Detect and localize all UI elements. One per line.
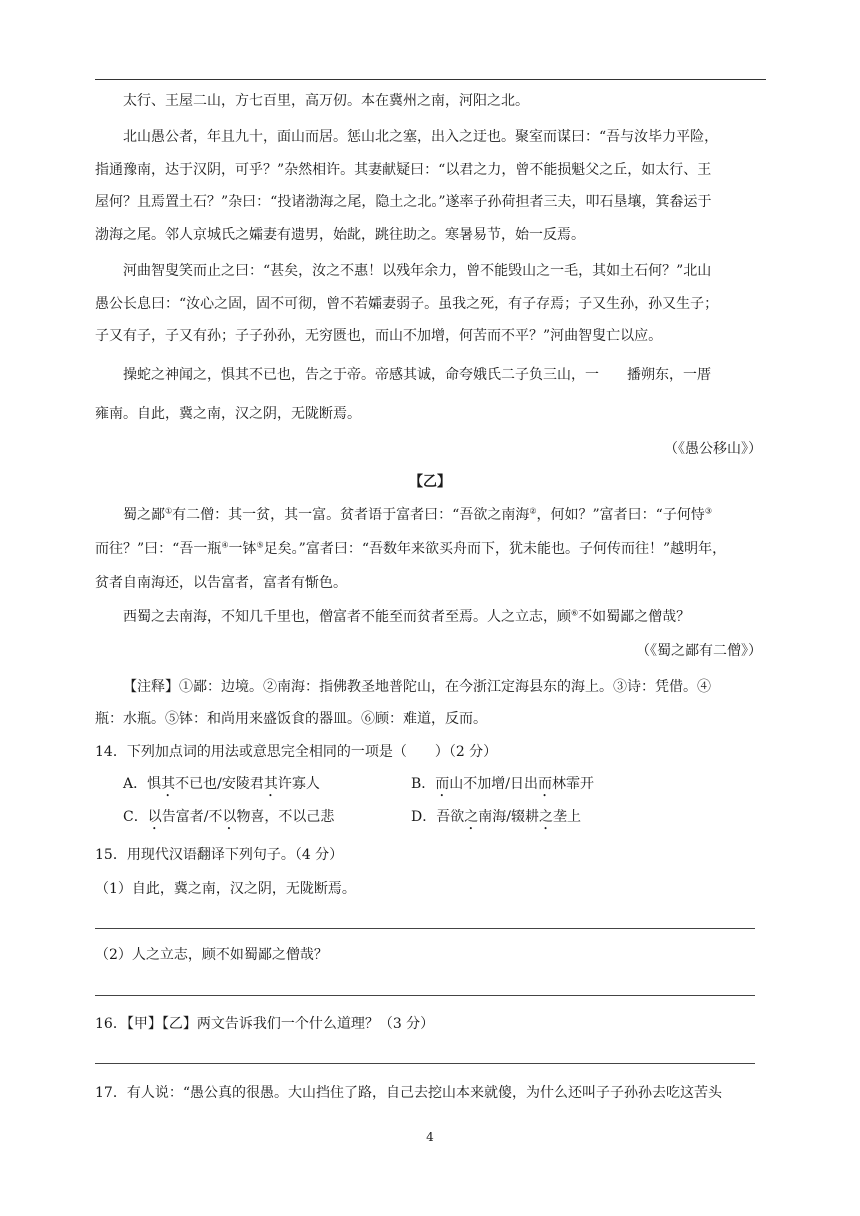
question-15-1: （1）自此，冀之南，汉之阴，无陇断焉。: [95, 881, 356, 897]
yi-text: 一钵: [228, 541, 257, 557]
jia-p4-part-b: 播朔东，一厝: [627, 367, 711, 383]
jia-paragraph-4-line-1: [123, 365, 711, 385]
yi-text: 不如蜀鄙之僧哉？: [578, 609, 691, 625]
yi-text: ，何如？”富者曰：“子何恃: [536, 507, 705, 523]
yi-text: 西蜀之去南海，不知几千里也，僧富者不能至而贫者至焉。人之立志，顾: [123, 609, 571, 625]
question-16: 16．【甲】【乙】两文告诉我们一个什么道理？（3 分）: [95, 1016, 435, 1032]
option-text: 物喜，不以己悲: [236, 809, 335, 825]
jia-paragraph-2-line-1: 北山愚公者，年且九十，面山而居。惩山北之塞，出入之迂也。聚室而谋曰：“吾与汝毕力平险，: [123, 129, 719, 145]
option-text: B．: [411, 776, 436, 792]
question-15: 15．用现代汉语翻译下列句子。（4 分）: [95, 847, 344, 863]
option-text: 许寡人: [277, 776, 320, 792]
question-17: 17．有人说：“愚公真的很愚。大山挡住了路，自己去挖山本来就傻，为什么还叫子子孙孙去吃这苦头: [95, 1085, 722, 1101]
yi-heading: 【乙】: [409, 474, 451, 490]
note-marker: ③: [704, 506, 712, 516]
option-text: 林霏开: [552, 776, 595, 792]
option-text: 不已也/安陵君: [175, 776, 264, 792]
yi-source: （《蜀之鄙有二僧》）: [636, 643, 762, 659]
notes-line-1: 【注释】①鄙：边境。②南海：指佛教圣地普陀山，在今浙江定海县东的海上。③诗：凭借。④: [123, 679, 711, 695]
jia-paragraph-2-line-2: 指通豫南，达于汉阴，可乎？”杂然相许。其妻献疑曰：“以君之力，曾不能损魁父之丘，如太行、王: [95, 162, 712, 178]
yi-text: 足矣。”富者曰：“吾数年来欲买舟而下，犹未能也。子何传而往！”越明年，: [263, 541, 727, 557]
question-14: 14．下列加点词的用法或意思完全相同的一项是（ ）（2 分）: [95, 744, 498, 760]
jia-paragraph-1: 太行、王屋二山，方七百里，高万仞。本在冀州之南，河阳之北。: [123, 93, 529, 109]
option-text: 南海/辍耕: [478, 809, 539, 825]
answer-line-15-2[interactable]: [95, 995, 755, 996]
question-15-2: （2）人之立志，顾不如蜀鄙之僧哉？: [95, 947, 328, 963]
option-text: 山不加增/日出: [449, 776, 539, 792]
jia-paragraph-4-line-2: 雍南。自此，冀之南，汉之阴，无陇断焉。: [95, 406, 361, 422]
dotted-word: 而: [435, 776, 450, 792]
header-rule: [95, 79, 766, 80]
yi-paragraph-1-line-1: [123, 505, 712, 525]
note-marker: ①: [165, 506, 173, 516]
jia-source: （《愚公移山》）: [664, 441, 762, 457]
yi-paragraph-1-line-3: 贫者自南海还，以告富者，富者有惭色。: [95, 575, 347, 591]
dotted-word: 之: [538, 809, 553, 825]
jia-paragraph-2-line-3: 屋何？且焉置土石？”杂曰：“投诸渤海之尾，隐土之北。”遂率子孙荷担者三夫，叩石垦壤，箕畚运于: [95, 194, 712, 210]
note-marker: ⑥: [571, 608, 579, 618]
option-c[interactable]: [123, 807, 334, 833]
option-text: D．吾欲: [411, 809, 465, 825]
option-b[interactable]: [411, 774, 594, 800]
yi-text: 蜀之鄙: [123, 507, 165, 523]
answer-line-15-1[interactable]: [95, 928, 755, 929]
yi-text: 而往？”曰：“吾一瓶: [95, 541, 222, 557]
jia-paragraph-3-line-2: 愚公长息曰：“汝心之固，固不可彻，曾不若孀妻弱子。虽我之死，有子存焉；子又生孙，孙又生子；: [95, 296, 719, 312]
jia-p4-part-a: 操蛇之神闻之，惧其不已也，告之于帝。帝感其诚，命夸娥氏二子负三山，一: [123, 367, 599, 383]
jia-paragraph-3-line-1: 河曲智叟笑而止之曰：“甚矣，汝之不惠！以残年余力，曾不能毁山之一毛，其如土石何？”北山: [123, 263, 712, 279]
option-a[interactable]: [123, 774, 320, 800]
jia-paragraph-2-line-4: 渤海之尾。邻人京城氏之孀妻有遗男，始龀，跳往助之。寒暑易节，始一反焉。: [95, 227, 585, 243]
dotted-word: 以: [147, 809, 162, 825]
notes-line-2: 瓶：水瓶。⑤钵：和尚用来盛饭食的器皿。⑥顾：难道，反而。: [95, 711, 487, 727]
dotted-word: 其: [161, 776, 176, 792]
note-marker: ⑤: [256, 540, 264, 550]
page-number: 4: [426, 1130, 434, 1144]
option-text: A．惧: [123, 776, 162, 792]
dotted-word: 其: [263, 776, 278, 792]
option-text: 告富者/不: [161, 809, 223, 825]
jia-paragraph-3-line-3: 子又有子，子又有孙；子子孙孙，无穷匮也，而山不加增，何苦而不平？”河曲智叟亡以应。: [95, 328, 663, 344]
dotted-word: 以: [222, 809, 237, 825]
dotted-word: 而: [538, 776, 553, 792]
answer-line-16[interactable]: [95, 1063, 755, 1064]
yi-paragraph-1-line-2: [95, 539, 726, 559]
note-marker: ④: [221, 540, 229, 550]
option-d[interactable]: [411, 807, 581, 833]
note-marker: ②: [529, 506, 537, 516]
yi-paragraph-2: [123, 607, 690, 627]
yi-text: 有二僧：其一贫，其一富。贫者语于富者曰：“吾欲之南海: [172, 507, 530, 523]
option-text: C．: [123, 809, 148, 825]
dotted-word: 之: [464, 809, 479, 825]
option-text: 垄上: [552, 809, 581, 825]
